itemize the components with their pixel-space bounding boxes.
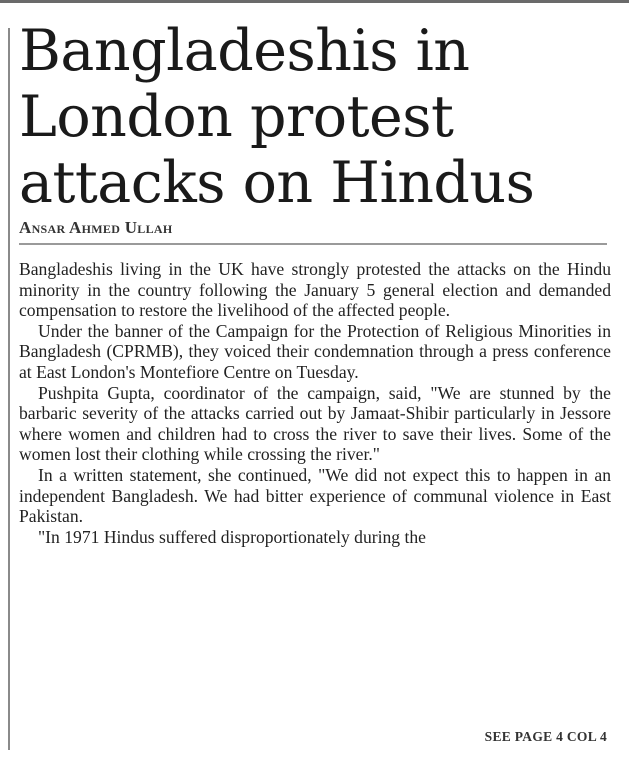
top-border-rule [0,0,629,3]
news-article [19,18,611,547]
byline-divider [19,243,607,245]
body-paragraph: Pushpita Gupta, coordinator of the campaign, said, "We are stunned by the barbaric severity of the attacks carried out by Jamaat-Shibir particularly in Jessore where women and children had to cross the river to save their lives. Some of the women lost their clothing while crossing the river." [19,382,611,465]
body-paragraph: In a written statement, she continued, "We did not expect this to happen in an independent Bangladesh. We had bitter experience of communal violence in East Pakistan. [19,464,611,527]
continuation-jump-line: SEE PAGE 4 COL 4 [484,729,607,744]
article-headline: Bangladeshis in London protest attacks on Hindus [19,18,535,216]
body-paragraph: Under the banner of the Campaign for the Protection of Religious Minorities in Bangladesh (CPRMB), they voiced their condemnation through a press conference at East London's Montefiore Centre on Tuesday. [19,320,611,382]
body-paragraph: Bangladeshis living in the UK have strongly protested the attacks on the Hindu minority in the country following the January 5 general election and demanded compensation to restore the livelihood of the affected people. [19,259,611,321]
body-paragraph: "In 1971 Hindus suffered disproportionately during the [38,526,426,547]
article-byline: Ansar Ahmed Ullah [19,218,173,237]
article-body [19,259,611,547]
column-rule [8,28,10,750]
